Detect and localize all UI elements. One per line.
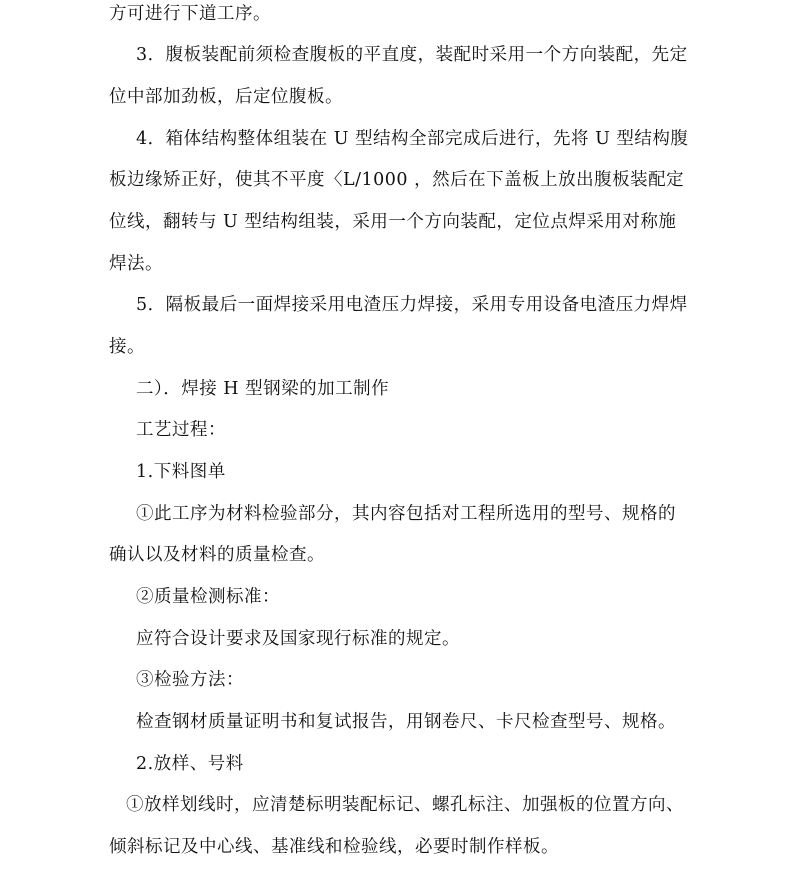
text-line: 检查钢材质量证明书和复试报告，用钢卷尺、卡尺检查型号、规格。 bbox=[136, 712, 676, 732]
text-line: 位中部加劲板，后定位腹板。 bbox=[109, 87, 343, 107]
step-heading-2: 2.放样、号料 bbox=[136, 754, 244, 774]
list-item: ①放样划线时，应清楚标明装配标记、螺孔标注、加强板的位置方向、 bbox=[126, 795, 684, 815]
subheading: 工艺过程： bbox=[136, 420, 226, 440]
list-item: ②质量检测标准： bbox=[136, 587, 280, 607]
text-line: 接。 bbox=[109, 337, 145, 357]
text-line: 确认以及材料的质量检查。 bbox=[109, 545, 325, 565]
text-line: 方可进行下道工序。 bbox=[109, 4, 271, 24]
section-heading: 二）．焊接 H 型钢梁的加工制作 bbox=[136, 379, 390, 399]
text-line: 倾斜标记及中心线、基准线和检验线，必要时制作样板。 bbox=[109, 837, 559, 857]
text-line: 板边缘矫正好，使其不平度〈L/1000 ，然后在下盖板上放出腹板装配定 bbox=[109, 170, 685, 190]
list-item: ①此工序为材料检验部分，其内容包括对工程所选用的型号、规格的 bbox=[136, 504, 676, 524]
paragraph-item-3: 3．腹板装配前须检查腹板的平直度，装配时采用一个方向装配，先定 bbox=[136, 45, 688, 65]
step-heading-1: 1.下料图单 bbox=[136, 462, 226, 482]
text-line: 应符合设计要求及国家现行标准的规定。 bbox=[136, 629, 460, 649]
list-item: ③检验方法： bbox=[136, 670, 244, 690]
paragraph-item-5: 5．隔板最后一面焊接采用电渣压力焊接，采用专用设备电渣压力焊焊 bbox=[136, 295, 688, 315]
text-line: 焊法。 bbox=[109, 254, 163, 274]
paragraph-item-4: 4．箱体结构整体组装在 U 型结构全部完成后进行，先将 U 型结构腹 bbox=[136, 129, 689, 149]
text-line: 位线，翻转与 U 型结构组装，采用一个方向装配，定位点焊采用对称施 bbox=[109, 212, 677, 232]
